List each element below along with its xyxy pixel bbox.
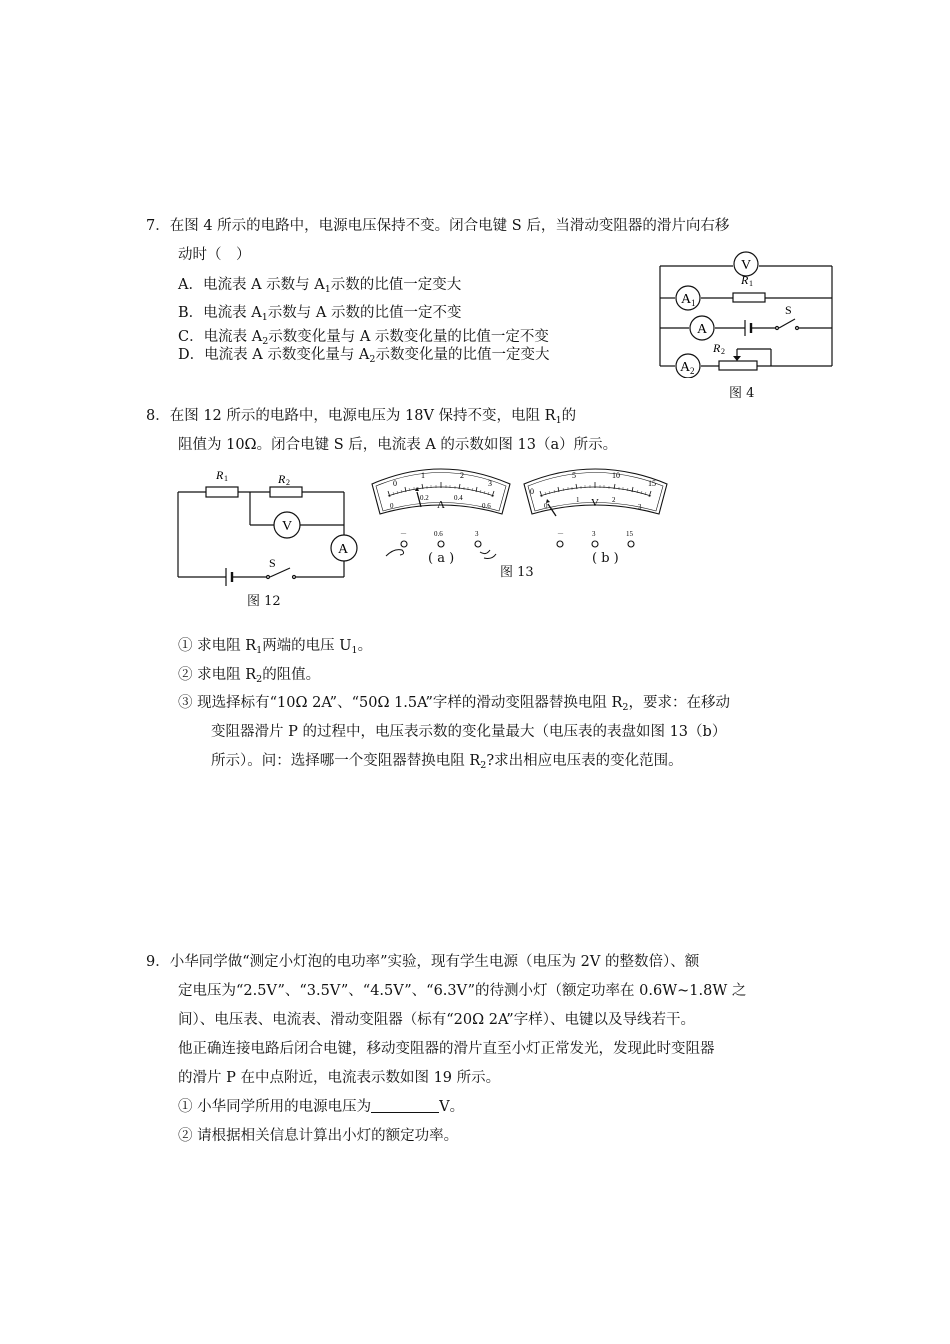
- q7-option-b: B．电流表 $A_1$示数与 A 示数的比值一定不变: [178, 305, 462, 323]
- svg-text:1: 1: [749, 279, 753, 288]
- figure-13b-caption: ( b ): [592, 551, 619, 566]
- figure-12-caption: 图 12: [247, 594, 281, 609]
- q7-option-d: D．电流表 A 示数变化量与 $A_2$示数变化量的比值一定变大: [178, 347, 550, 365]
- q9-subq2: ② 请根据相关信息计算出小灯的额定功率。: [178, 1128, 459, 1144]
- svg-text:0: 0: [544, 502, 548, 510]
- svg-text:A: A: [681, 292, 692, 307]
- q9-line5: 的滑片 P 在中点附近，电流表示数如图 19 所示。: [178, 1070, 501, 1086]
- q8-subq2: ② 求电阻 $R_2$的阻值。: [178, 667, 321, 685]
- figure-4-circuit: [655, 248, 840, 378]
- svg-text:3: 3: [488, 479, 492, 488]
- svg-text:15: 15: [626, 530, 633, 538]
- q8-subq1: ① 求电阻 $R_1$两端的电压 $U_1$。: [178, 638, 373, 656]
- q8-subq3-line1: ③ 现选择标有“10Ω 2A”、“50Ω 1.5A”字样的滑动变阻器替换电阻 $R_2$，要求：在移动: [178, 695, 730, 713]
- svg-text:A: A: [697, 322, 708, 337]
- q9-line4: 他正确连接电路后闭合电键，移动变阻器的滑片直至小灯正常发光，发现此时变阻器: [178, 1041, 715, 1057]
- svg-text:0.4: 0.4: [454, 494, 463, 502]
- svg-text:2: 2: [612, 496, 616, 504]
- q8-subq3-line3: 所示）。问：选择哪一个变阻器替换电阻 $R_2$?求出相应电压表的变化范围。: [211, 753, 683, 771]
- q7-line1: 7．在图 4 所示的电路中，电源电压保持不变。闭合电键 S 后，当滑动变阻器的滑片向右移: [146, 218, 730, 234]
- q9-line1: 9．小华同学做“测定小灯泡的电功率”实验，现有学生电源（电压为 2V 的整数倍）、额: [146, 954, 700, 970]
- svg-text:1: 1: [224, 474, 228, 483]
- svg-text:3: 3: [638, 503, 642, 511]
- svg-text:0.6: 0.6: [482, 502, 491, 510]
- q8-line1: 8．在图 12 所示的电路中，电源电压为 18V 保持不变，电阻 $R_1$的: [146, 408, 577, 426]
- svg-text:1: 1: [421, 471, 425, 480]
- svg-text:S: S: [269, 556, 276, 570]
- figure-13a-caption: ( a ): [428, 551, 455, 566]
- q7-option-c: C．电流表 $A_2$示数变化量与 A 示数变化量的比值一定不变: [178, 329, 549, 347]
- svg-text:R: R: [713, 341, 721, 355]
- svg-text:A: A: [680, 360, 691, 375]
- svg-text:2: 2: [286, 478, 290, 487]
- svg-text:5: 5: [572, 471, 576, 480]
- q8-line2: 阻值为 10Ω。闭合电键 S 后，电流表 A 的示数如图 13（a）所示。: [178, 437, 618, 453]
- svg-text:R: R: [741, 273, 749, 287]
- figure-4-caption: 图 4: [729, 386, 755, 401]
- svg-text:A: A: [338, 542, 349, 557]
- svg-text:2: 2: [721, 347, 725, 356]
- svg-text:R: R: [278, 472, 286, 486]
- svg-text:3: 3: [592, 530, 596, 538]
- svg-text:2: 2: [690, 366, 695, 376]
- q7-option-a: A．电流表 A 示数与 $A_1$示数的比值一定变大: [178, 277, 462, 295]
- q8-subq3-line2: 变阻器滑片 P 的过程中，电压表示数的变化量最大（电压表的表盘如图 13（b）: [211, 724, 727, 740]
- q9-line2: 定电压为“2.5V”、“3.5V”、“4.5V”、“6.3V”的待测小灯（额定功率在 0.6W~1.8W 之: [178, 983, 747, 999]
- svg-text:A: A: [437, 499, 445, 511]
- svg-text:－: －: [557, 530, 564, 538]
- svg-text:0: 0: [530, 487, 534, 496]
- svg-text:1: 1: [691, 298, 696, 308]
- svg-text:0.6: 0.6: [434, 530, 443, 538]
- svg-text:R: R: [216, 468, 224, 482]
- answer-blank: [371, 1098, 439, 1113]
- svg-text:V: V: [591, 497, 599, 509]
- svg-text:－: －: [400, 530, 407, 538]
- q7-line2: 动时（ ）: [178, 247, 251, 263]
- svg-text:2: 2: [460, 471, 464, 480]
- q9-subq1: ① 小华同学所用的电源电压为 V。: [178, 1099, 465, 1115]
- svg-text:0: 0: [393, 479, 397, 488]
- figure-13-caption: 图 13: [500, 565, 534, 580]
- svg-text:10: 10: [612, 471, 620, 480]
- svg-text:0: 0: [390, 502, 394, 510]
- svg-text:0.2: 0.2: [420, 494, 429, 502]
- svg-text:V: V: [741, 258, 752, 273]
- svg-text:1: 1: [576, 496, 580, 504]
- q9-line3: 间）、电压表、电流表、滑动变阻器（标有“20Ω 2A”字样）、电键以及导线若干。: [178, 1012, 695, 1028]
- svg-text:V: V: [282, 519, 293, 534]
- svg-text:3: 3: [475, 530, 479, 538]
- svg-text:S: S: [785, 303, 792, 317]
- figure-12-circuit: [170, 462, 360, 587]
- svg-text:15: 15: [648, 479, 656, 488]
